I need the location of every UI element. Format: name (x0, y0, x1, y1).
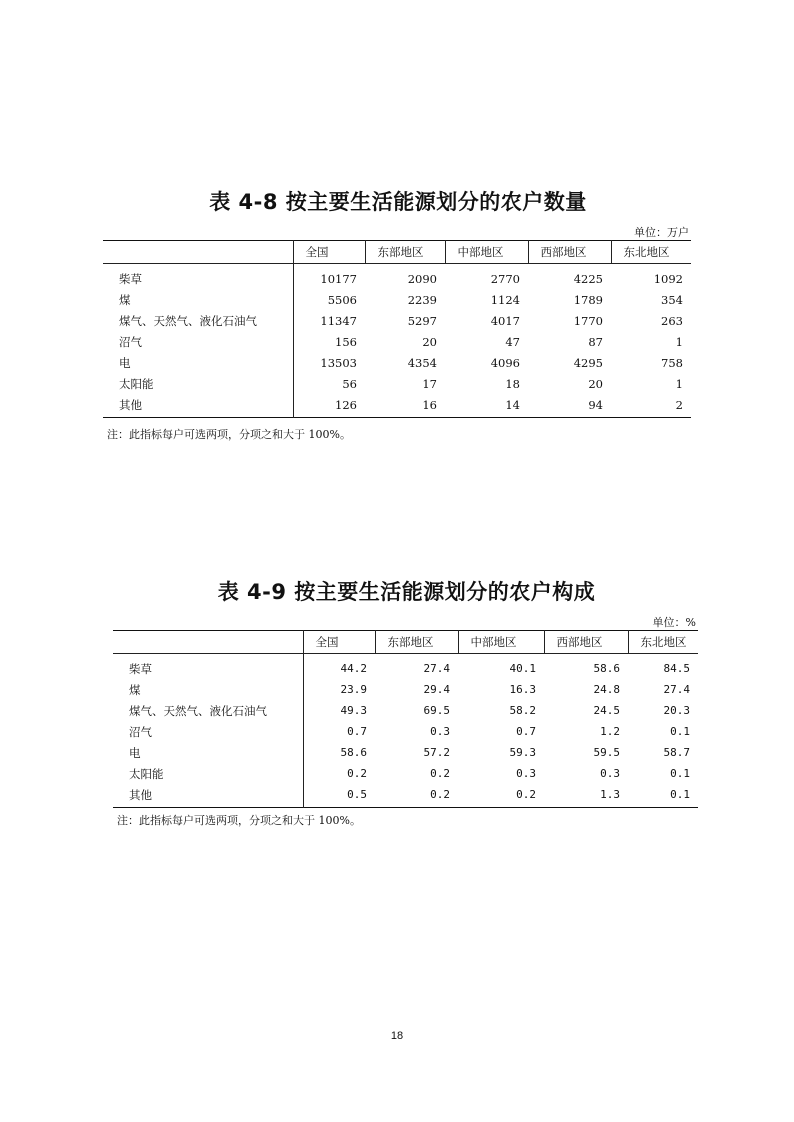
table-note: 注：此指标每户可选两项，分项之和大于 100%。 (107, 428, 351, 441)
table-cell: 1 (675, 334, 683, 349)
table-cell: 59.3 (509, 746, 536, 759)
table-cell: 27.4 (663, 683, 690, 696)
table-4-9-block (113, 570, 700, 840)
table-row (113, 721, 698, 742)
row-header-corner (113, 631, 303, 654)
table-cell: 1124 (490, 292, 520, 307)
unit-label: 单位：万户 (634, 226, 689, 239)
table-cell: 16.3 (509, 683, 536, 696)
table-cell: 126 (293, 394, 365, 418)
table-cell: 0.3 (430, 725, 450, 738)
column-header: 全国 (293, 241, 365, 264)
table-cell: 13503 (293, 352, 365, 373)
table-title: 表 4-8 按主要生活能源划分的农户数量 (209, 190, 587, 214)
table-cell: 20 (588, 376, 603, 391)
table-cell: 0.3 (516, 767, 536, 780)
table-cell: 0.7 (303, 721, 375, 742)
table-row (113, 784, 698, 808)
table-cell: 10177 (293, 264, 365, 290)
table-cell: 23.9 (303, 679, 375, 700)
table-title: 表 4-9 按主要生活能源划分的农户构成 (217, 580, 596, 604)
table-cell: 5297 (407, 313, 437, 328)
row-label: 电 (119, 355, 131, 370)
table-row (103, 331, 691, 352)
table-cell: 44.2 (303, 654, 375, 680)
table-cell: 1092 (653, 271, 683, 286)
table-cell: 69.5 (423, 704, 450, 717)
column-header: 西部地区 (544, 631, 628, 654)
row-label: 煤 (129, 682, 141, 697)
table-cell: 0.7 (516, 725, 536, 738)
column-header: 东部地区 (375, 631, 458, 654)
table-cell: 4295 (573, 355, 603, 370)
header-row (113, 631, 698, 654)
household-count-table (103, 240, 691, 418)
table-cell: 0.2 (516, 788, 536, 801)
table-row (103, 289, 691, 310)
table-cell: 24.8 (593, 683, 620, 696)
table-row (113, 654, 698, 680)
table-cell: 1789 (573, 292, 603, 307)
table-cell: 16 (422, 397, 437, 412)
table-cell: 0.1 (670, 788, 690, 801)
column-header: 中部地区 (458, 631, 544, 654)
column-header: 西部地区 (528, 241, 611, 264)
row-label: 沼气 (129, 724, 152, 739)
table-cell: 0.1 (670, 725, 690, 738)
table-cell: 0.2 (430, 767, 450, 780)
table-cell: 57.2 (423, 746, 450, 759)
table-cell: 11347 (293, 310, 365, 331)
table-cell: 4017 (490, 313, 520, 328)
unit-label: 单位：% (652, 616, 696, 629)
page-number: 18 (390, 1030, 404, 1042)
table-cell: 156 (293, 331, 365, 352)
column-header: 东北地区 (611, 241, 691, 264)
table-cell: 0.3 (600, 767, 620, 780)
table-cell: 2239 (407, 292, 437, 307)
column-header: 中部地区 (445, 241, 528, 264)
table-cell: 58.6 (593, 662, 620, 675)
table-cell: 20 (422, 334, 437, 349)
table-cell: 4354 (407, 355, 437, 370)
table-cell: 1.2 (600, 725, 620, 738)
table-cell: 94 (588, 397, 603, 412)
row-label: 太阳能 (119, 376, 154, 391)
table-cell: 5506 (293, 289, 365, 310)
table-row (113, 700, 698, 721)
row-label: 煤气、天然气、液化石油气 (119, 313, 257, 328)
table-cell: 24.5 (593, 704, 620, 717)
table-cell: 1.3 (600, 788, 620, 801)
table-row (103, 373, 691, 394)
table-cell: 47 (505, 334, 520, 349)
table-cell: 49.3 (303, 700, 375, 721)
row-label: 柴草 (119, 271, 142, 286)
row-label: 煤气、天然气、液化石油气 (129, 703, 267, 718)
row-label: 其他 (129, 787, 152, 802)
table-cell: 1770 (573, 313, 603, 328)
table-cell: 2770 (490, 271, 520, 286)
table-cell: 14 (505, 397, 520, 412)
table-row (113, 742, 698, 763)
table-cell: 1 (675, 376, 683, 391)
table-cell: 0.1 (670, 767, 690, 780)
table-cell: 2 (675, 397, 683, 412)
table-cell: 0.5 (303, 784, 375, 808)
table-cell: 58.2 (509, 704, 536, 717)
table-row (103, 264, 691, 290)
table-cell: 58.7 (663, 746, 690, 759)
table-row (103, 352, 691, 373)
row-label: 电 (129, 745, 141, 760)
table-cell: 20.3 (663, 704, 690, 717)
row-label: 柴草 (129, 661, 152, 676)
table-cell: 758 (661, 355, 683, 370)
table-cell: 0.2 (303, 763, 375, 784)
table-cell: 18 (505, 376, 520, 391)
header-row (103, 241, 691, 264)
table-cell: 40.1 (509, 662, 536, 675)
column-header: 东北地区 (628, 631, 698, 654)
row-label: 煤 (119, 292, 131, 307)
table-cell: 4096 (490, 355, 520, 370)
table-4-8-block (103, 180, 693, 450)
row-label: 沼气 (119, 334, 142, 349)
table-cell: 27.4 (423, 662, 450, 675)
table-cell: 4225 (573, 271, 603, 286)
table-row (103, 394, 691, 418)
table-note: 注：此指标每户可选两项，分项之和大于 100%。 (117, 814, 361, 827)
table-cell: 263 (661, 313, 683, 328)
column-header: 全国 (303, 631, 375, 654)
table-row (103, 310, 691, 331)
table-cell: 354 (661, 292, 683, 307)
table-row (113, 679, 698, 700)
table-row (113, 763, 698, 784)
row-label: 其他 (119, 397, 142, 412)
table-cell: 0.2 (430, 788, 450, 801)
table-cell: 59.5 (593, 746, 620, 759)
row-header-corner (103, 241, 293, 264)
table-cell: 29.4 (423, 683, 450, 696)
table-cell: 58.6 (303, 742, 375, 763)
household-share-table (113, 630, 698, 808)
column-header: 东部地区 (365, 241, 445, 264)
table-cell: 87 (588, 334, 603, 349)
table-cell: 56 (293, 373, 365, 394)
row-label: 太阳能 (129, 766, 164, 781)
table-cell: 17 (422, 376, 437, 391)
table-cell: 2090 (407, 271, 437, 286)
table-cell: 84.5 (663, 662, 690, 675)
